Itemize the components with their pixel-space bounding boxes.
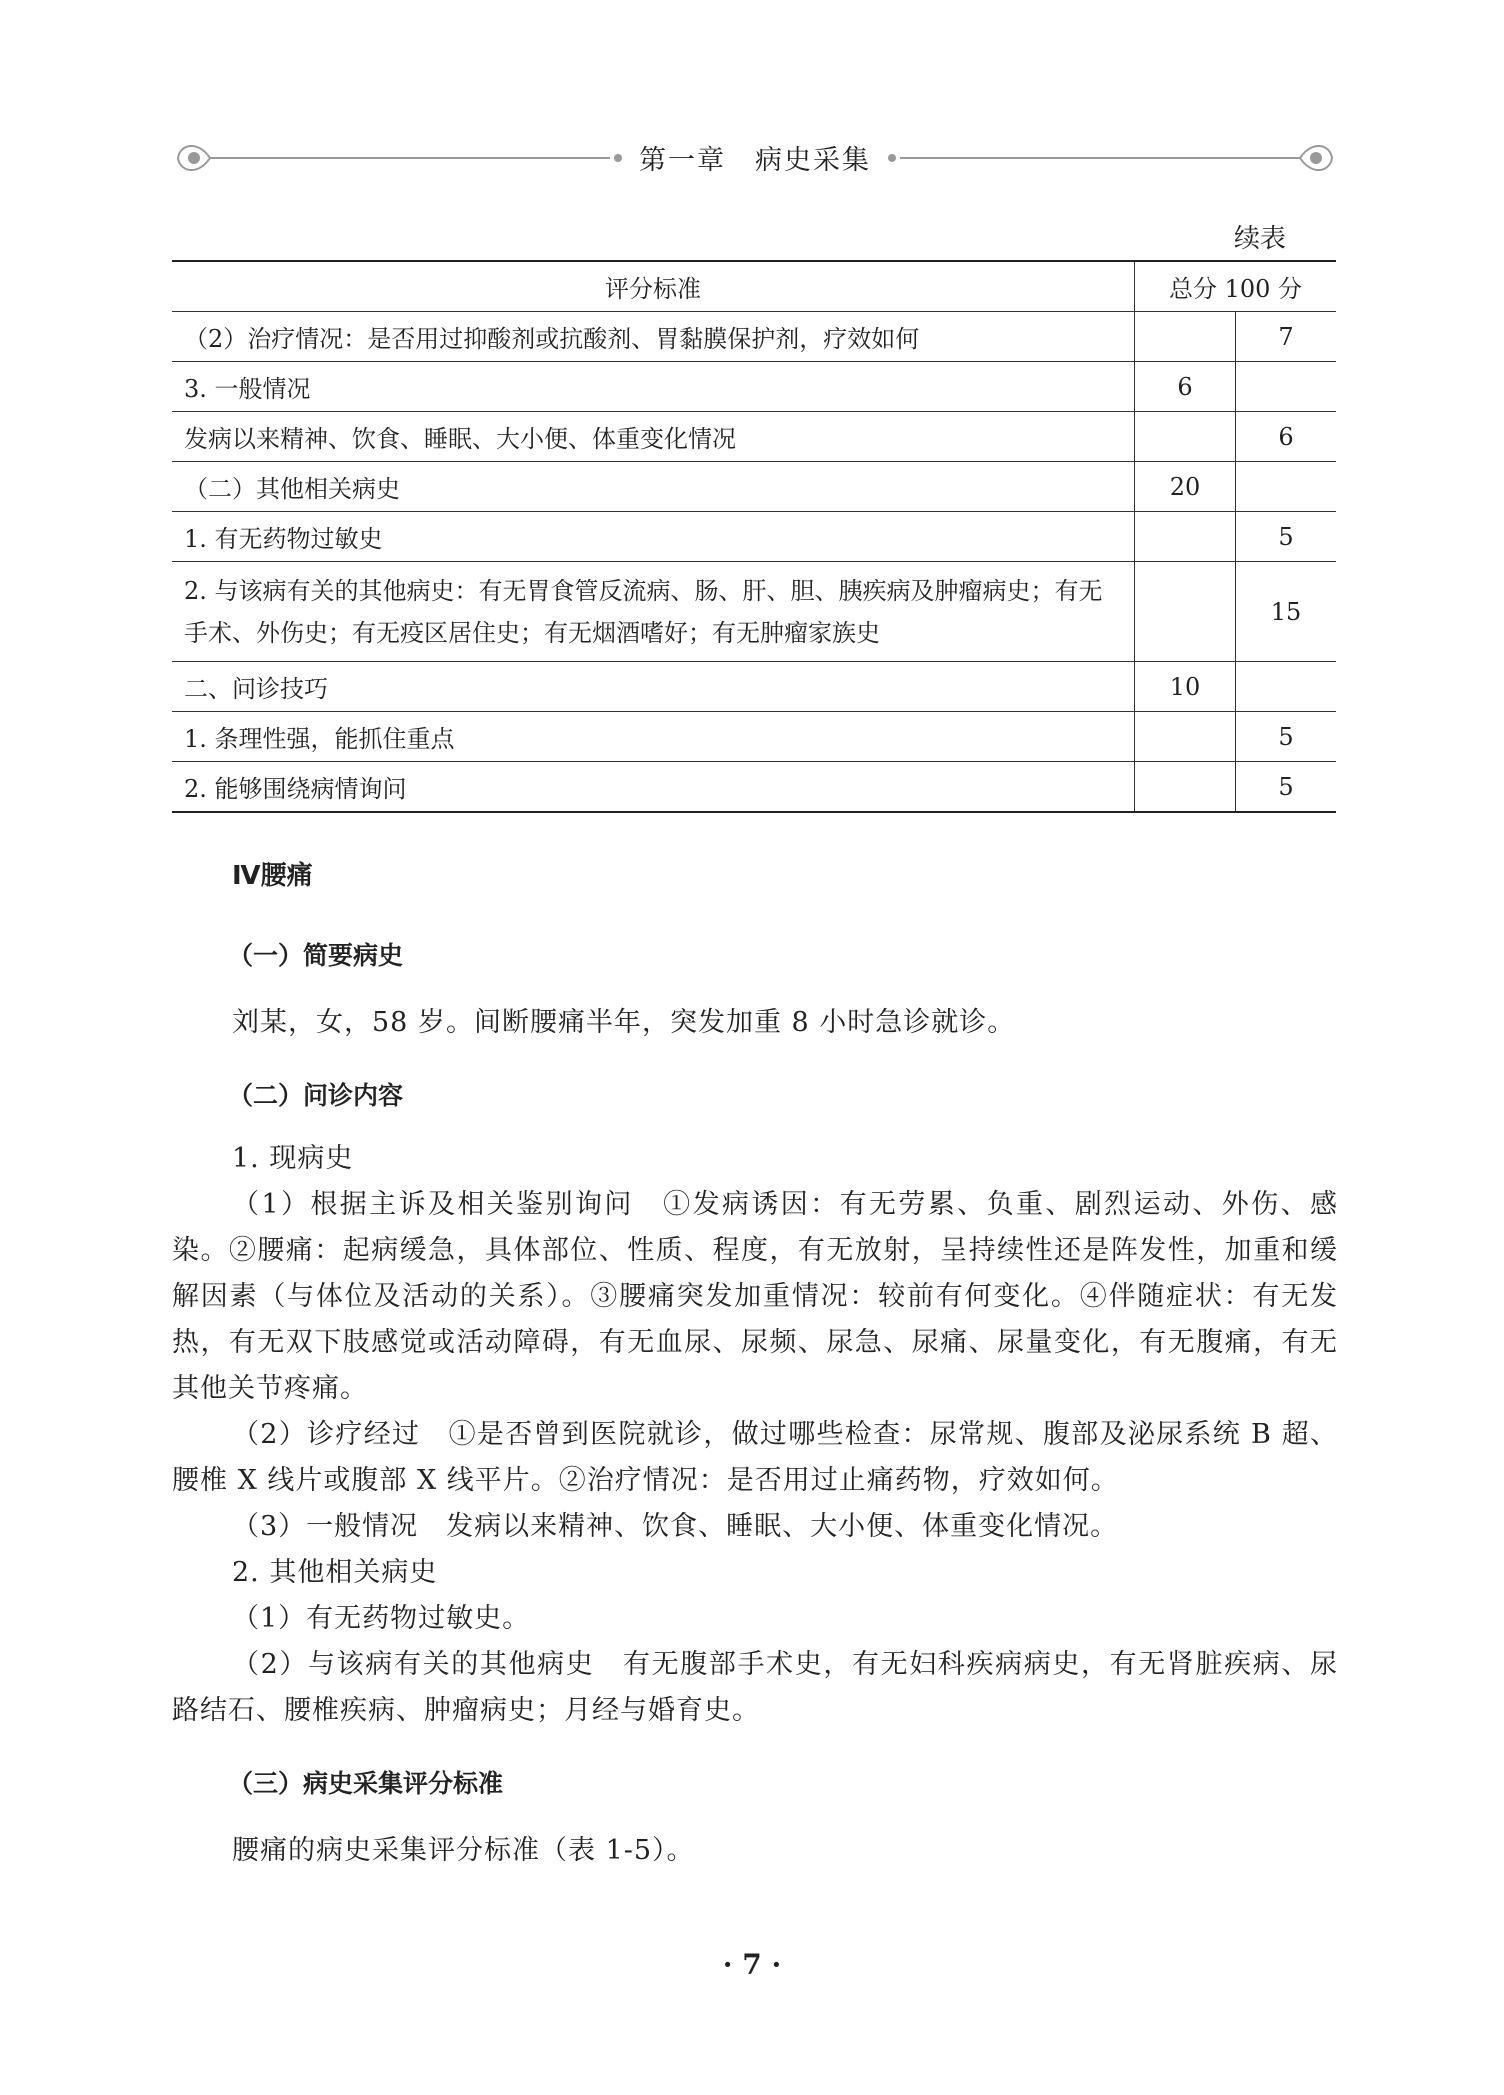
- criteria-text: 腰痛的病史采集评分标准（表 1-5）。: [232, 1835, 695, 1866]
- body-content: [172, 855, 1338, 1874]
- row-score-section: [1135, 412, 1236, 462]
- table-row: [172, 412, 1336, 462]
- row-text: 2. 与该病有关的其他病史：有无胃食管反流病、肠、肝、胆、胰疾病及肿瘤病史；有无手术、外伤史；有无疫区居住史；有无烟酒嗜好；有无肿瘤家族史: [172, 562, 1135, 662]
- paragraph: （1）有无药物过敏史。: [232, 1603, 531, 1634]
- table-row: [172, 512, 1336, 562]
- paragraph: （2）与该病有关的其他病史 有无腹部手术史，有无妇科疾病病史，有无肾脏疾病、尿路结石、腰椎疾病、肿瘤病史；月经与婚育史。: [172, 1649, 1338, 1726]
- row-score-section: 6: [1135, 362, 1236, 412]
- paragraph: （3）一般情况 发病以来精神、饮食、睡眠、大小便、体重变化情况。: [232, 1511, 1119, 1542]
- table-header-row: [172, 261, 1336, 312]
- table-row: [172, 312, 1336, 362]
- paragraph: 2. 其他相关病史: [232, 1557, 438, 1588]
- row-text: （二）其他相关病史: [172, 462, 1135, 512]
- table-row: [172, 462, 1336, 512]
- chapter-header: [170, 130, 1340, 186]
- row-score-section: [1135, 512, 1236, 562]
- page-number: · 7 ·: [722, 1948, 782, 1981]
- row-score-item: 6: [1236, 412, 1337, 462]
- row-text: （2）治疗情况：是否用过抑酸剂或抗酸剂、胃黏膜保护剂，疗效如何: [172, 312, 1135, 362]
- criteria-heading: （三）病史采集评分标准: [228, 1769, 504, 1798]
- row-text: 2. 能够围绕病情询问: [172, 762, 1135, 813]
- table-row: [172, 712, 1336, 762]
- scoring-table: [172, 260, 1336, 813]
- paragraph: 1. 现病史: [232, 1143, 354, 1174]
- row-score-item: 15: [1236, 562, 1337, 662]
- row-score-section: [1135, 562, 1236, 662]
- row-score-section: [1135, 762, 1236, 813]
- row-score-item: 5: [1236, 712, 1337, 762]
- paragraph: （1）根据主诉及相关鉴别询问 ①发病诱因：有无劳累、负重、剧烈运动、外伤、感染。②腰痛：起病缓急，具体部位、性质、程度，有无放射，呈持续性还是阵发性，加重和缓解因素（与体位及活动的关系）。③腰痛突发加重情况：较前有何变化。④伴随症状：有无发热，有无双下肢感觉或活动障碍，有无血尿、尿频、尿急、尿痛、尿量变化，有无腹痛，有无其他关节疼痛。: [172, 1189, 1338, 1404]
- row-score-section: [1135, 312, 1236, 362]
- row-score-item: 5: [1236, 762, 1337, 813]
- row-score-section: 20: [1135, 462, 1236, 512]
- table-row: [172, 762, 1336, 813]
- row-score-item: [1236, 662, 1337, 712]
- row-score-item: [1236, 462, 1337, 512]
- row-text: 发病以来精神、饮食、睡眠、大小便、体重变化情况: [172, 412, 1135, 462]
- row-score-section: 10: [1135, 662, 1236, 712]
- continued-label: 续表: [1233, 224, 1286, 254]
- row-score-item: 5: [1236, 512, 1337, 562]
- row-text: 1. 条理性强，能抓住重点: [172, 712, 1135, 762]
- inquiry-heading: （二）问诊内容: [228, 1081, 404, 1110]
- brief-history-text: 刘某，女，58 岁。间断腰痛半年，突发加重 8 小时急诊就诊。: [232, 1007, 1016, 1038]
- chapter-title: 第一章 病史采集: [639, 145, 871, 176]
- header-criteria: 评分标准: [172, 261, 1135, 312]
- table-row: [172, 562, 1336, 662]
- paragraph: （2）诊疗经过 ①是否曾到医院就诊，做过哪些检查：尿常规、腹部及泌尿系统 B 超、腰椎 X 线片或腹部 X 线平片。②治疗情况：是否用过止痛药物，疗效如何。: [172, 1419, 1338, 1496]
- row-score-item: 7: [1236, 312, 1337, 362]
- header-total: 总分 100 分: [1135, 261, 1337, 312]
- brief-history-heading: （一）简要病史: [228, 941, 404, 970]
- row-text: 二、问诊技巧: [172, 662, 1135, 712]
- row-text: 1. 有无药物过敏史: [172, 512, 1135, 562]
- table-row: [172, 362, 1336, 412]
- row-score-item: [1236, 362, 1337, 412]
- row-score-section: [1135, 712, 1236, 762]
- section-title: Ⅳ腰痛: [232, 861, 313, 891]
- table-row: [172, 662, 1336, 712]
- row-text: 3. 一般情况: [172, 362, 1135, 412]
